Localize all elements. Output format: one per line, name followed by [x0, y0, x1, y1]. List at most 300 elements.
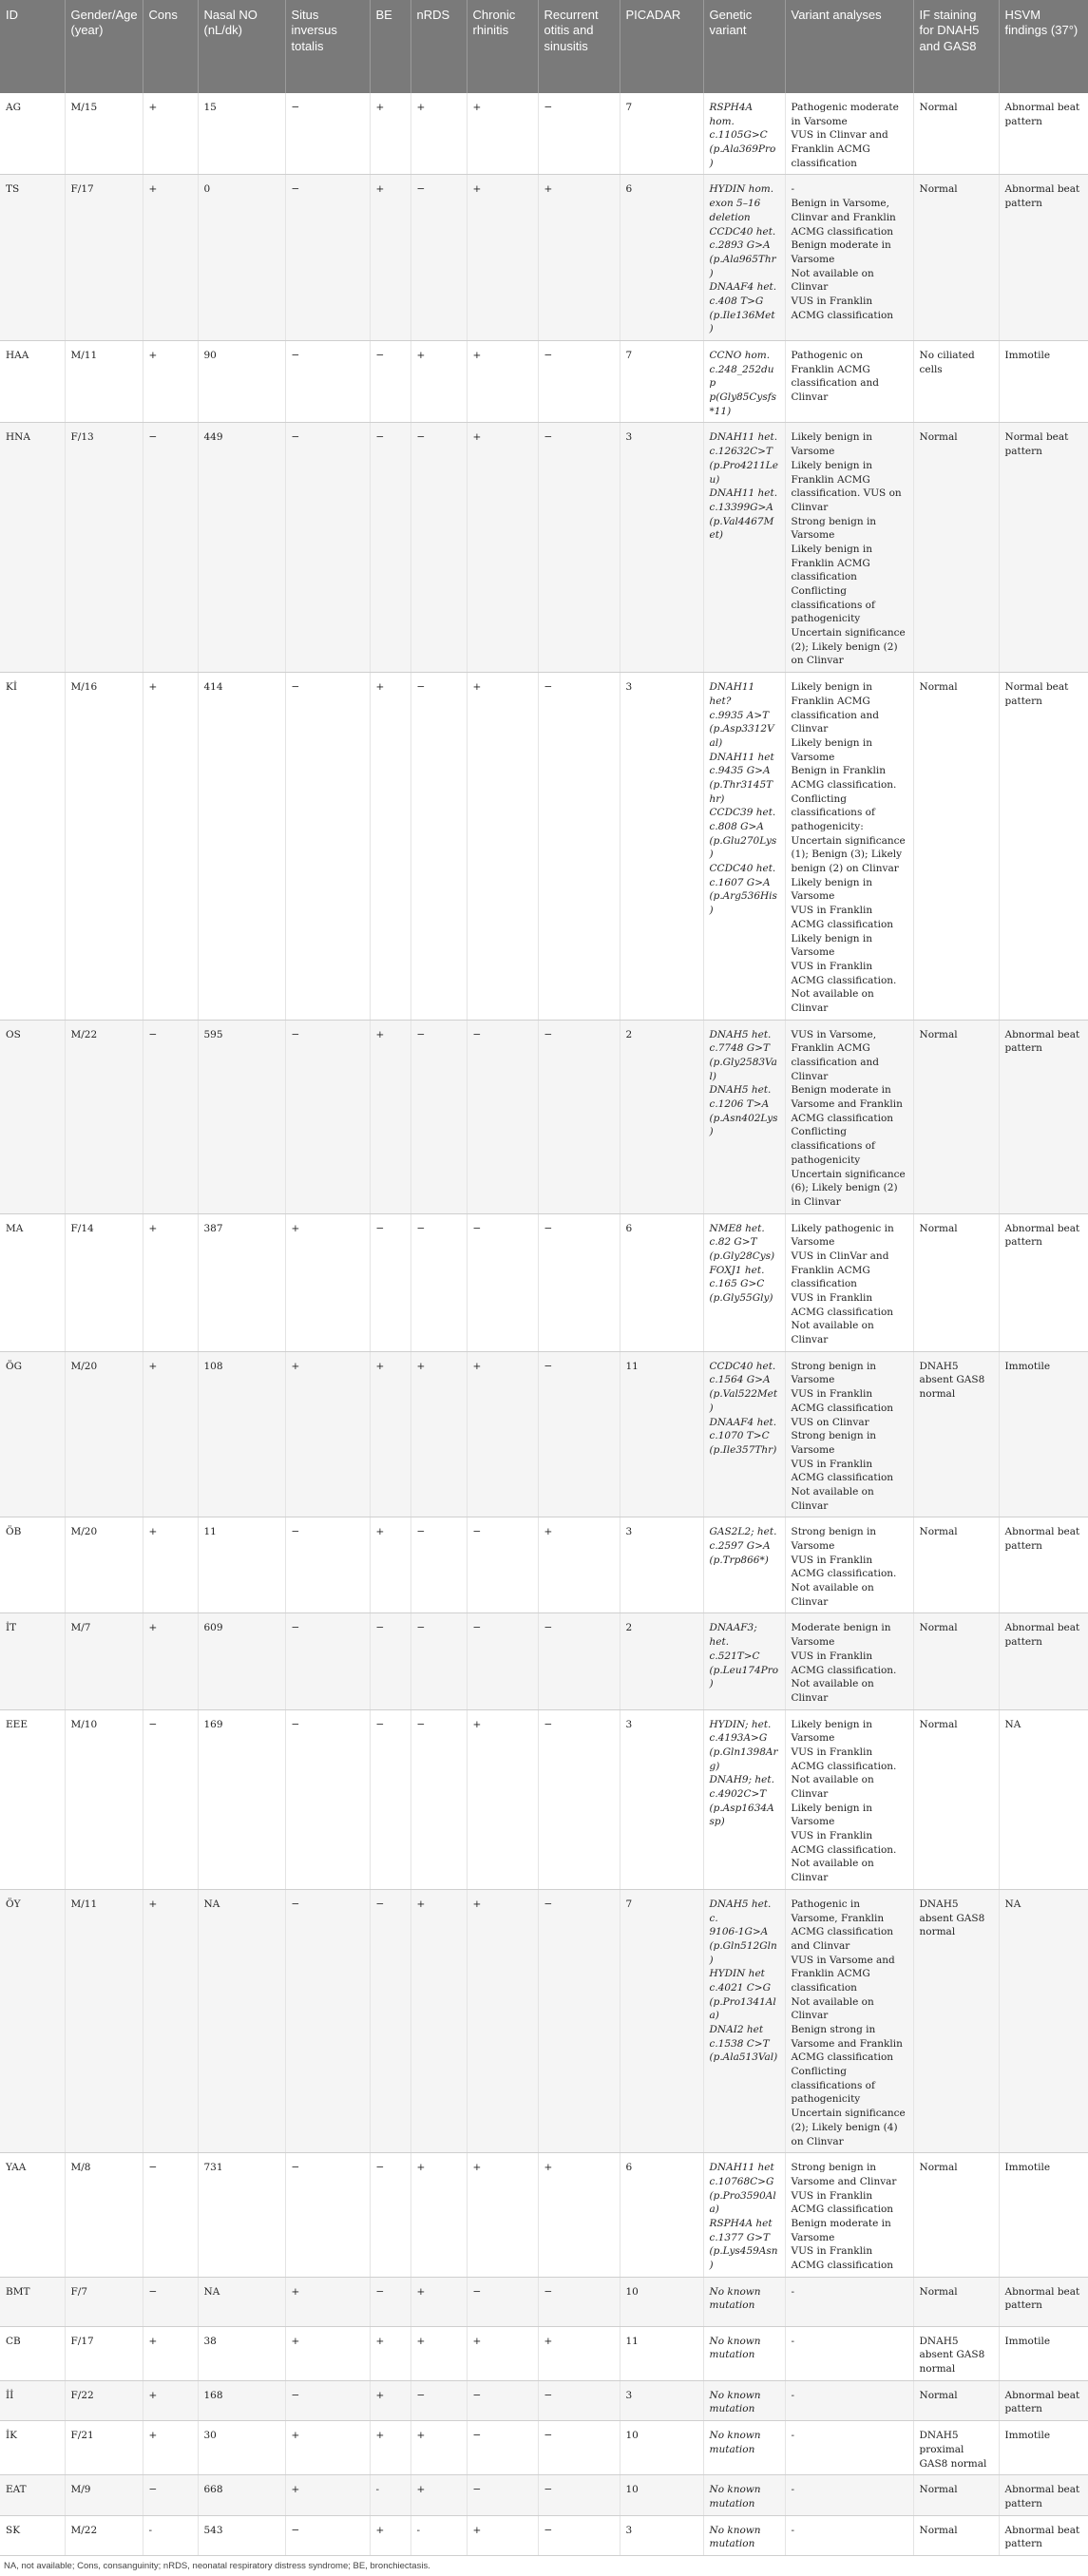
cell-chronic-rhinitis: + [467, 423, 538, 673]
cell-chronic-rhinitis: − [467, 2475, 538, 2515]
genetic-variant-line: c.1607 G>A [709, 876, 771, 888]
variant-analysis-line: Strong benign in Varsome [791, 1430, 877, 1456]
cell-id: İİ [0, 2380, 65, 2420]
cell-nrds: + [410, 341, 467, 423]
cell-genetic-variant [703, 2380, 785, 2420]
cell-hsvm: Immotile [999, 2153, 1088, 2278]
cell-situs: + [285, 1351, 370, 1517]
cell-nasal-no: 169 [198, 1709, 285, 1889]
genetic-variant-line: DNAAF4 het. [709, 1416, 777, 1428]
cell-nasal-no: 15 [198, 93, 285, 175]
cell-gender-age: M/15 [65, 93, 143, 175]
variant-analysis-line: Benign moderate in Varsome [791, 2217, 891, 2243]
cell-cons: + [143, 1517, 198, 1613]
cell-id: İK [0, 2421, 65, 2475]
cell-otitis: − [538, 93, 620, 175]
cell-otitis: − [538, 2475, 620, 2515]
variant-analysis-line: Likely benign in Varsome [791, 932, 873, 959]
genetic-variant-line: c.2597 G>A [709, 1540, 771, 1552]
genetic-variant-line: No known mutation [709, 2484, 761, 2509]
cell-if-staining: Normal [913, 1020, 999, 1213]
cell-otitis: − [538, 2277, 620, 2326]
cell-hsvm: Normal beat pattern [999, 423, 1088, 673]
cell-gender-age: M/22 [65, 2515, 143, 2555]
genetic-variant-line: c.521T>C [709, 1650, 760, 1662]
cell-chronic-rhinitis: − [467, 2421, 538, 2475]
table-row [0, 673, 1088, 1021]
cell-be: + [370, 2515, 410, 2555]
cell-nasal-no: 414 [198, 673, 285, 1021]
table-row [0, 1213, 1088, 1351]
cell-hsvm: Immotile [999, 1351, 1088, 1517]
cell-otitis: − [538, 2515, 620, 2555]
variant-analysis-line: Likely benign in Franklin ACMG classification [791, 543, 873, 583]
cell-id: MA [0, 1213, 65, 1351]
cell-id: CB [0, 2326, 65, 2380]
variant-analysis-line: Not available on Clinvar [791, 1320, 874, 1346]
genetic-variant-line: No known mutation [709, 2524, 761, 2550]
genetic-variant-line: DNAH5 het. [709, 1028, 772, 1040]
genetic-variant-line: c.1070 T>C [709, 1430, 770, 1442]
variant-analysis-line: Likely pathogenic in Varsome [791, 1222, 894, 1249]
variant-analysis-line: VUS in ClinVar and Franklin ACMG classification [791, 1250, 889, 1290]
cell-id: EEE [0, 1709, 65, 1889]
cell-picadar: 6 [620, 175, 703, 341]
cell-situs: − [285, 2153, 370, 2278]
cell-picadar: 10 [620, 2421, 703, 2475]
variant-analysis-line: Pathogenic in Varsome, Franklin ACMG classification and Clinvar [791, 1898, 894, 1952]
table-row [0, 2380, 1088, 2420]
cell-be: − [370, 2153, 410, 2278]
genetic-variant-line: (p.Glu270Lys) [709, 834, 777, 861]
cell-if-staining: Normal [913, 673, 999, 1021]
cell-nasal-no: 30 [198, 2421, 285, 2475]
cell-gender-age: M/16 [65, 673, 143, 1021]
cell-nrds: + [410, 2326, 467, 2380]
cell-nasal-no: 108 [198, 1351, 285, 1517]
cell-picadar: 10 [620, 2277, 703, 2326]
variant-analysis-line: VUS in Clinvar and Franklin ACMG classification [791, 129, 888, 169]
cell-cons: + [143, 341, 198, 423]
cell-be: − [370, 1709, 410, 1889]
cell-situs: − [285, 1020, 370, 1213]
cell-situs: − [285, 1889, 370, 2152]
cell-situs: − [285, 1709, 370, 1889]
cell-situs: − [285, 175, 370, 341]
variant-analysis-line: VUS in Franklin ACMG classification. Not available on Clinvar [791, 960, 897, 1014]
cell-picadar: 3 [620, 2380, 703, 2420]
cell-otitis: − [538, 1709, 620, 1889]
col-header-id: ID [0, 0, 65, 93]
genetic-variant-line: c.82 G>T [709, 1236, 757, 1249]
genetic-variant-line: (p.Gln1398Arg) [709, 1746, 778, 1772]
cell-hsvm: Immotile [999, 2326, 1088, 2380]
cell-otitis: + [538, 2153, 620, 2278]
cell-picadar: 11 [620, 2326, 703, 2380]
cell-hsvm: Immotile [999, 2421, 1088, 2475]
cell-nasal-no: 387 [198, 1213, 285, 1351]
genetic-variant-line: (p.Asn402Lys) [709, 1112, 778, 1138]
cell-nrds: − [410, 423, 467, 673]
genetic-variant-line: (p.Lys459Asn) [709, 2245, 778, 2271]
table-footnote: NA, not available; Cons, consanguinity; nRDS, neonatal respiratory distress syndrome; BE, bronchiectasis. [4, 2560, 430, 2571]
cell-if-staining: Normal [913, 93, 999, 175]
cell-genetic-variant [703, 2153, 785, 2278]
variant-analysis-line: Not available on Clinvar [791, 267, 874, 294]
genetic-variant-line: c.9935 A>T [709, 709, 770, 721]
genetic-variant-line: c.1377 G>T [709, 2231, 770, 2243]
cell-be: − [370, 341, 410, 423]
cell-situs: − [285, 1613, 370, 1709]
cell-cons: + [143, 2326, 198, 2380]
cell-id: ÖG [0, 1351, 65, 1517]
cell-if-staining: Normal [913, 1709, 999, 1889]
cell-variant-analyses [785, 2380, 913, 2420]
cell-situs: − [285, 1517, 370, 1613]
col-header-nrds: nRDS [410, 0, 467, 93]
cell-gender-age: M/20 [65, 1517, 143, 1613]
cell-if-staining: DNAH5 absent GAS8 normal [913, 1351, 999, 1517]
variant-analysis-line: Strong benign in Varsome [791, 515, 877, 542]
cell-be: + [370, 673, 410, 1021]
genetic-variant-line: No known mutation [709, 2285, 761, 2312]
variant-analysis-line: Benign moderate in Varsome and Franklin ACMG classification [791, 1084, 903, 1124]
cell-otitis: − [538, 2421, 620, 2475]
cell-picadar: 2 [620, 1613, 703, 1709]
cell-nrds: − [410, 1613, 467, 1709]
variant-analysis-line: Likely benign in Varsome [791, 1718, 873, 1745]
cell-cons: + [143, 1213, 198, 1351]
cell-variant-analyses [785, 93, 913, 175]
cell-gender-age: F/17 [65, 175, 143, 341]
variant-analysis-line: - [791, 2524, 795, 2536]
cell-be: − [370, 1613, 410, 1709]
col-header-gender-age: Gender/Age (year) [65, 0, 143, 93]
genetic-variant-line: No known mutation [709, 2389, 761, 2415]
cell-be: + [370, 2421, 410, 2475]
cell-variant-analyses [785, 2326, 913, 2380]
table-row [0, 1709, 1088, 1889]
cell-chronic-rhinitis: − [467, 2277, 538, 2326]
cell-id: BMT [0, 2277, 65, 2326]
cell-picadar: 3 [620, 423, 703, 673]
genetic-variant-line: (p.Trp866*) [709, 1554, 769, 1566]
variant-analysis-line: VUS in Franklin ACMG classification [791, 905, 894, 930]
table-row [0, 2277, 1088, 2326]
genetic-variant-line: c.1564 G>A [709, 1374, 771, 1386]
cell-chronic-rhinitis: + [467, 2515, 538, 2555]
cell-picadar: 7 [620, 341, 703, 423]
table-row [0, 2326, 1088, 2380]
genetic-variant-line: (p.Gly55Gly) [709, 1292, 773, 1304]
cell-id: AG [0, 93, 65, 175]
genetic-variant-line: DNAH11 het? [709, 681, 755, 707]
cell-hsvm: Abnormal beat pattern [999, 93, 1088, 175]
cell-variant-analyses [785, 2515, 913, 2555]
genetic-variant-line: DNAH11 het. [709, 487, 778, 500]
genetic-variant-line: c.7748 G>T [709, 1042, 770, 1055]
cell-be: + [370, 93, 410, 175]
cell-chronic-rhinitis: − [467, 2380, 538, 2420]
cell-if-staining: No ciliated cells [913, 341, 999, 423]
cell-genetic-variant [703, 2277, 785, 2326]
variant-analysis-line: Pathogenic moderate in Varsome [791, 102, 899, 127]
cell-if-staining: Normal [913, 2380, 999, 2420]
col-header-if-staining: IF staining for DNAH5 and GAS8 [913, 0, 999, 93]
cell-nrds: + [410, 2153, 467, 2278]
cell-situs: + [285, 2326, 370, 2380]
cell-variant-analyses [785, 673, 913, 1021]
cell-variant-analyses [785, 2475, 913, 2515]
variant-analysis-line: VUS in Franklin ACMG classification. Not available on Clinvar [791, 1746, 897, 1800]
genetic-variant-line: CCDC39 het. [709, 807, 776, 819]
genetic-variant-line: c.1538 C>T [709, 2037, 770, 2050]
variant-analysis-line: VUS in Franklin ACMG classification [791, 1388, 894, 1414]
genetic-variant-line: FOXJ1 het. [709, 1264, 765, 1276]
variant-analysis-line: VUS in Varsome and Franklin ACMG classification [791, 1954, 895, 1994]
genetic-variant-line: DNAH5 het. c. [709, 1898, 772, 1924]
cell-hsvm: Abnormal beat pattern [999, 175, 1088, 341]
genetic-variant-line: (p.Ala513Val) [709, 2051, 778, 2064]
cell-be: − [370, 1213, 410, 1351]
cell-hsvm: Abnormal beat pattern [999, 1613, 1088, 1709]
cell-picadar: 3 [620, 673, 703, 1021]
cell-nasal-no: 449 [198, 423, 285, 673]
table-row [0, 423, 1088, 673]
cell-gender-age: M/11 [65, 341, 143, 423]
cell-hsvm: Abnormal beat pattern [999, 2380, 1088, 2420]
cell-gender-age: M/7 [65, 1613, 143, 1709]
cell-otitis: − [538, 1613, 620, 1709]
genetic-variant-line: GAS2L2; het. [709, 1526, 777, 1538]
cell-otitis: + [538, 175, 620, 341]
genetic-variant-line: (p.Ile136Met) [709, 309, 775, 335]
cell-gender-age: M/20 [65, 1351, 143, 1517]
cell-nasal-no: NA [198, 2277, 285, 2326]
cell-variant-analyses [785, 1613, 913, 1709]
cell-gender-age: F/13 [65, 423, 143, 673]
col-header-nasal-no: Nasal NO (nL/dk) [198, 0, 285, 93]
genetic-variant-line: c.408 T>G [709, 295, 764, 307]
genetic-variant-line: (p.Gly2583Val) [709, 1057, 777, 1082]
table-row [0, 1613, 1088, 1709]
cell-be: − [370, 423, 410, 673]
cell-gender-age: F/21 [65, 2421, 143, 2475]
cell-nrds: + [410, 2421, 467, 2475]
cell-picadar: 11 [620, 1351, 703, 1517]
cell-otitis: − [538, 673, 620, 1021]
cell-gender-age: F/17 [65, 2326, 143, 2380]
cell-picadar: 3 [620, 1709, 703, 1889]
cell-nasal-no: 543 [198, 2515, 285, 2555]
cell-nasal-no: NA [198, 1889, 285, 2152]
variant-analysis-line: Pathogenic on Franklin ACMG classification and Clinvar [791, 350, 880, 404]
genetic-variant-line: c.4021 C>G [709, 1981, 771, 1994]
cell-picadar: 7 [620, 1889, 703, 2152]
cell-cons: + [143, 1613, 198, 1709]
cell-chronic-rhinitis: − [467, 1020, 538, 1213]
cell-if-staining: DNAH5 absent GAS8 normal [913, 2326, 999, 2380]
cell-genetic-variant [703, 93, 785, 175]
cell-cons: + [143, 2380, 198, 2420]
cell-situs: − [285, 2515, 370, 2555]
cell-nasal-no: 731 [198, 2153, 285, 2278]
cell-situs: − [285, 93, 370, 175]
genetic-variant-line: RSPH4A hom. [709, 102, 754, 127]
genetic-variant-line: deletion [709, 211, 751, 223]
cell-genetic-variant [703, 2421, 785, 2475]
cell-hsvm: Abnormal beat pattern [999, 1020, 1088, 1213]
variant-analysis-line: - [791, 2285, 795, 2298]
variant-analysis-line: - [791, 2484, 795, 2496]
cell-hsvm: NA [999, 1889, 1088, 2152]
variant-analysis-line: - [791, 183, 795, 196]
cell-chronic-rhinitis: + [467, 175, 538, 341]
cell-nasal-no: 168 [198, 2380, 285, 2420]
genetic-variant-line: RSPH4A het [709, 2217, 773, 2229]
variant-analysis-line: Strong benign in Varsome [791, 1526, 877, 1552]
cell-cons: + [143, 1889, 198, 2152]
genetic-variant-line: c.12632C>T [709, 446, 773, 458]
cell-gender-age: M/9 [65, 2475, 143, 2515]
col-header-cons: Cons [143, 0, 198, 93]
cell-id: ÖY [0, 1889, 65, 2152]
genetic-variant-line: c.808 G>A [709, 821, 764, 832]
cell-genetic-variant [703, 1889, 785, 2152]
cell-chronic-rhinitis: + [467, 1709, 538, 1889]
cell-otitis: − [538, 1889, 620, 2152]
cell-variant-analyses [785, 1020, 913, 1213]
cell-situs: + [285, 2421, 370, 2475]
cell-chronic-rhinitis: + [467, 2153, 538, 2278]
genetic-variant-line: HYDIN het [709, 1968, 765, 1980]
genetic-variant-line: CCDC40 het. [709, 1360, 776, 1372]
cell-gender-age: F/14 [65, 1213, 143, 1351]
genetic-variant-line: c.1105G>C [709, 129, 768, 142]
cell-gender-age: M/10 [65, 1709, 143, 1889]
cell-variant-analyses [785, 423, 913, 673]
cell-nasal-no: 668 [198, 2475, 285, 2515]
genetic-variant-line: (p.Ala369Pro) [709, 143, 776, 169]
cell-nrds: + [410, 1889, 467, 2152]
cell-nasal-no: 38 [198, 2326, 285, 2380]
genetic-variant-line: (p.Thr3145Thr) [709, 778, 773, 805]
cell-id: ÖB [0, 1517, 65, 1613]
cell-chronic-rhinitis: + [467, 1889, 538, 2152]
genetic-variant-line: DNAI2 het [709, 2024, 764, 2035]
cell-nrds: − [410, 1020, 467, 1213]
table-row [0, 1517, 1088, 1613]
genetic-variant-line: (p.Pro1341Ala) [709, 1995, 776, 2022]
genetic-variant-line: DNAH5 het. [709, 1084, 772, 1097]
genetic-variant-line: DNAAF4 het. [709, 281, 777, 294]
cell-be: + [370, 1517, 410, 1613]
cell-cons: − [143, 2475, 198, 2515]
variant-analysis-line: Moderate benign in Varsome [791, 1622, 891, 1649]
genetic-variant-line: (p.Val522Met) [709, 1388, 778, 1414]
cell-situs: + [285, 2475, 370, 2515]
cell-variant-analyses [785, 175, 913, 341]
cell-nrds: − [410, 1517, 467, 1613]
genetic-variant-line: 9106-1G>A [709, 1926, 769, 1938]
cell-nasal-no: 0 [198, 175, 285, 341]
genetic-variant-line: (p.Ala965Thr) [709, 253, 776, 279]
cell-variant-analyses [785, 2277, 913, 2326]
genetic-variant-line: c.4193A>G [709, 1732, 768, 1745]
cell-genetic-variant [703, 1020, 785, 1213]
table-row [0, 1020, 1088, 1213]
cell-if-staining: Normal [913, 2153, 999, 2278]
cell-nrds: + [410, 93, 467, 175]
cell-chronic-rhinitis: + [467, 2326, 538, 2380]
genetic-variant-line: c.10768C>G [709, 2175, 774, 2187]
genetic-variant-line: CCDC40 het. [709, 863, 776, 875]
variant-analysis-line: Strong benign in Varsome [791, 1360, 877, 1386]
table-row [0, 2153, 1088, 2278]
cell-id: İT [0, 1613, 65, 1709]
cell-if-staining: Normal [913, 1613, 999, 1709]
genetic-variant-line: CCNO hom. [709, 350, 771, 361]
cell-hsvm: Abnormal beat pattern [999, 2277, 1088, 2326]
cell-hsvm: NA [999, 1709, 1088, 1889]
cell-id: HNA [0, 423, 65, 673]
genetic-variant-line: (p.Gly28Cys) [709, 1250, 775, 1262]
cell-nasal-no: 609 [198, 1613, 285, 1709]
cell-be: + [370, 2380, 410, 2420]
cell-picadar: 6 [620, 2153, 703, 2278]
genetic-variant-line: DNAH9; het. [709, 1774, 774, 1786]
genetic-variant-line: HYDIN; het. [709, 1718, 772, 1730]
cell-hsvm: Abnormal beat pattern [999, 2515, 1088, 2555]
cell-genetic-variant [703, 2475, 785, 2515]
cell-nrds: + [410, 2277, 467, 2326]
cell-variant-analyses [785, 1517, 913, 1613]
cell-if-staining: DNAH5 absent GAS8 normal [913, 1889, 999, 2152]
cell-variant-analyses [785, 1709, 913, 1889]
genetic-variant-line: c.1206 T>A [709, 1098, 770, 1111]
variant-analysis-line: Benign strong in Varsome and Franklin ACMG classification [791, 2024, 903, 2064]
cell-id: OS [0, 1020, 65, 1213]
cell-cons: + [143, 2421, 198, 2475]
genetic-variant-line: exon 5–16 [709, 198, 761, 210]
cell-if-staining: Normal [913, 423, 999, 673]
cell-picadar: 3 [620, 1517, 703, 1613]
table-row [0, 2515, 1088, 2555]
cell-nrds: + [410, 2475, 467, 2515]
cell-picadar: 6 [620, 1213, 703, 1351]
cell-be: − [370, 2277, 410, 2326]
cell-be: − [370, 1889, 410, 2152]
genetic-variant-line: c.4902C>T [709, 1788, 767, 1800]
cell-gender-age: F/22 [65, 2380, 143, 2420]
cell-cons: − [143, 2153, 198, 2278]
cell-genetic-variant [703, 673, 785, 1021]
cell-situs: − [285, 423, 370, 673]
col-header-situs: Situs inversus totalis [285, 0, 370, 93]
variant-analysis-line: VUS in Franklin ACMG classification [791, 2189, 894, 2216]
cell-nrds: − [410, 2380, 467, 2420]
cell-be: + [370, 2326, 410, 2380]
table-row [0, 341, 1088, 423]
cell-genetic-variant [703, 2326, 785, 2380]
genetic-variant-line: (p.Pro4211Leu) [709, 459, 778, 486]
cell-nrds: − [410, 673, 467, 1021]
genetic-variant-line: CCDC40 het. [709, 225, 776, 238]
col-header-otitis: Recurrent otitis and sinusitis [538, 0, 620, 93]
cell-if-staining: Normal [913, 1213, 999, 1351]
variant-analysis-line: Not available on Clinvar [791, 1995, 874, 2022]
cell-variant-analyses [785, 341, 913, 423]
